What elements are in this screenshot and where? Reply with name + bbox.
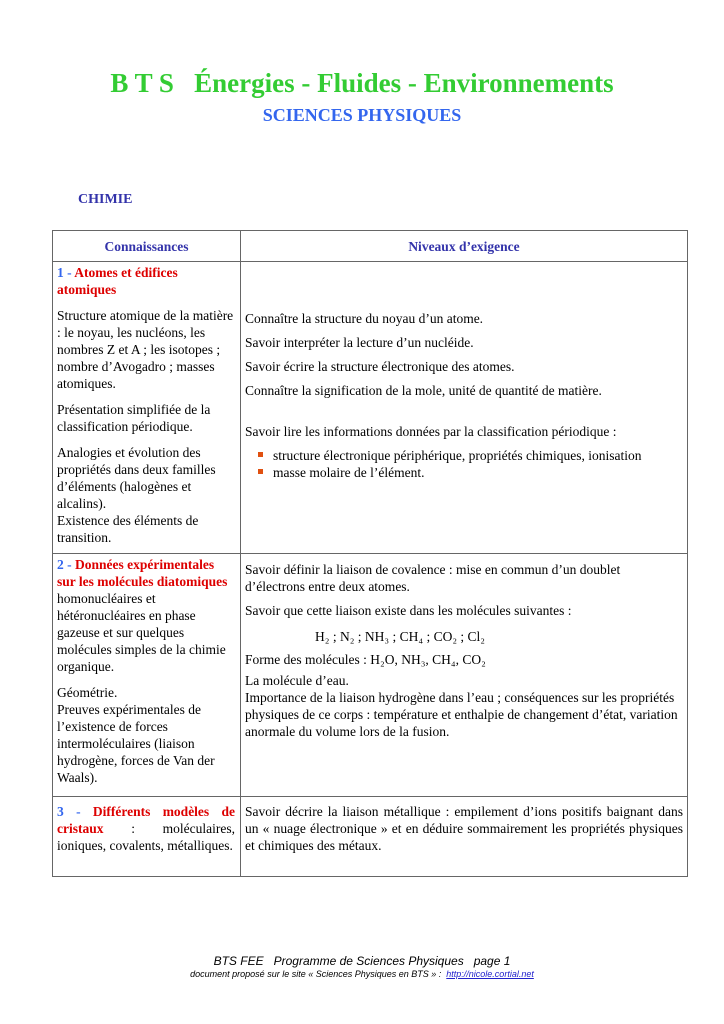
row-title [57, 803, 235, 854]
knowledge-text: Analogies et évolution des propriétés dans deux familles d’éléments (halogènes et alcalins). [57, 445, 216, 511]
col-header-connaissances: Connaissances [53, 231, 241, 262]
footer-source: document proposé sur le site « Sciences Physiques en BTS » : http://nicole.cortial.net [190, 969, 534, 979]
knowledge-text: Structure atomique de la matière : le noyau, les nucléons, les nombres Z et A ; les isotopes ; nombre d’Avogadro ; masses atomiques. [57, 308, 234, 391]
site-link[interactable]: http://nicole.cortial.net [446, 969, 534, 979]
col-header-niveaux: Niveaux d’exigence [241, 231, 688, 262]
row-number: 2 - [57, 557, 72, 572]
requirement-text: Savoir écrire la structure électronique des atomes. [245, 359, 515, 374]
table-header-row [53, 231, 688, 262]
row-title-text: Différents modèles de cristaux [57, 804, 235, 836]
row-title-rest: homonucléaires et hétéronucléaires en phase gazeuse et sur quelques molécules simples de la chimie organique. [57, 591, 226, 674]
page-footer [0, 954, 724, 979]
requirement-text: Connaître la structure du noyau d’un atome. [245, 311, 484, 326]
knowledge-text: Existence des éléments de transition. [57, 513, 199, 545]
requirement-text: Savoir que cette liaison existe dans les molécules suivantes : [245, 603, 572, 618]
requirement-text: Savoir interpréter la lecture d’un nucléide. [245, 335, 474, 350]
requirement-text: Savoir définir la liaison de covalence : mise en commun d’un doublet d’électrons entre deux atomes. [245, 562, 621, 594]
row-title-text: Données expérimentales sur les molécules diatomiques [57, 557, 228, 589]
connaissances-cell [53, 262, 241, 554]
requirement-text: La molécule d’eau. [245, 673, 349, 688]
niveaux-cell [241, 797, 688, 877]
requirement-text: Savoir lire les informations données par la classification périodique : [245, 424, 617, 439]
table-row [53, 797, 688, 877]
bullet-list [245, 447, 683, 481]
niveaux-cell [241, 554, 688, 797]
knowledge-text: Géométrie. [57, 685, 118, 700]
row-title [57, 264, 235, 298]
list-item: structure électronique périphérique, propriétés chimiques, ionisation [257, 447, 683, 464]
knowledge-text: Preuves expérimentales de l’existence de forces intermoléculaires (liaison hydrogène, forces de Van der Waals). [57, 702, 215, 785]
molecule-formulas: H₂ ; N₂ ; NH₃ ; CH₄ ; CO₂ ; Cl₂ [315, 629, 486, 644]
bullet-square-icon [258, 452, 263, 457]
connaissances-cell [53, 554, 241, 797]
footer-line: BTS FEE Programme de Sciences Physiques page 1 [213, 954, 511, 968]
row-number: 1 - [57, 265, 72, 280]
requirement-text: Savoir décrire la liaison métallique : empilement d’ions positifs baignant dans un « nuage électronique » et en déduire sommairement les propriétés physiques et chimiques des métaux. [245, 804, 683, 853]
row-number: 3 - [57, 804, 81, 819]
row-title [57, 556, 235, 675]
connaissances-cell [53, 797, 241, 877]
knowledge-text: Présentation simplifiée de la classification périodique. [57, 402, 211, 434]
row-title-text: Atomes et édifices atomiques [57, 265, 178, 297]
program-table [52, 230, 688, 877]
table-row [53, 554, 688, 797]
section-heading: CHIMIE [78, 192, 133, 207]
bullet-square-icon [258, 469, 263, 474]
table-row [53, 262, 688, 554]
requirement-text: Importance de la liaison hydrogène dans l’eau ; conséquences sur les propriétés physiques de ce corps : température et enthalpie de changement d’état, variation anormale du volume lors de la fusion. [245, 690, 678, 739]
page-title: B T S Énergies - Fluides - Environnements [110, 68, 614, 98]
requirement-text: Connaître la signification de la mole, unité de quantité de matière. [245, 383, 602, 398]
niveaux-cell [241, 262, 688, 554]
list-item: masse molaire de l’élément. [257, 464, 683, 481]
row-title-rest: : moléculaires, ioniques, covalents, métalliques. [57, 821, 235, 853]
molecule-shape: Forme des molécules : H₂O, NH₃, CH₄, CO₂ [245, 652, 486, 667]
page-subtitle: SCIENCES PHYSIQUES [262, 105, 462, 125]
